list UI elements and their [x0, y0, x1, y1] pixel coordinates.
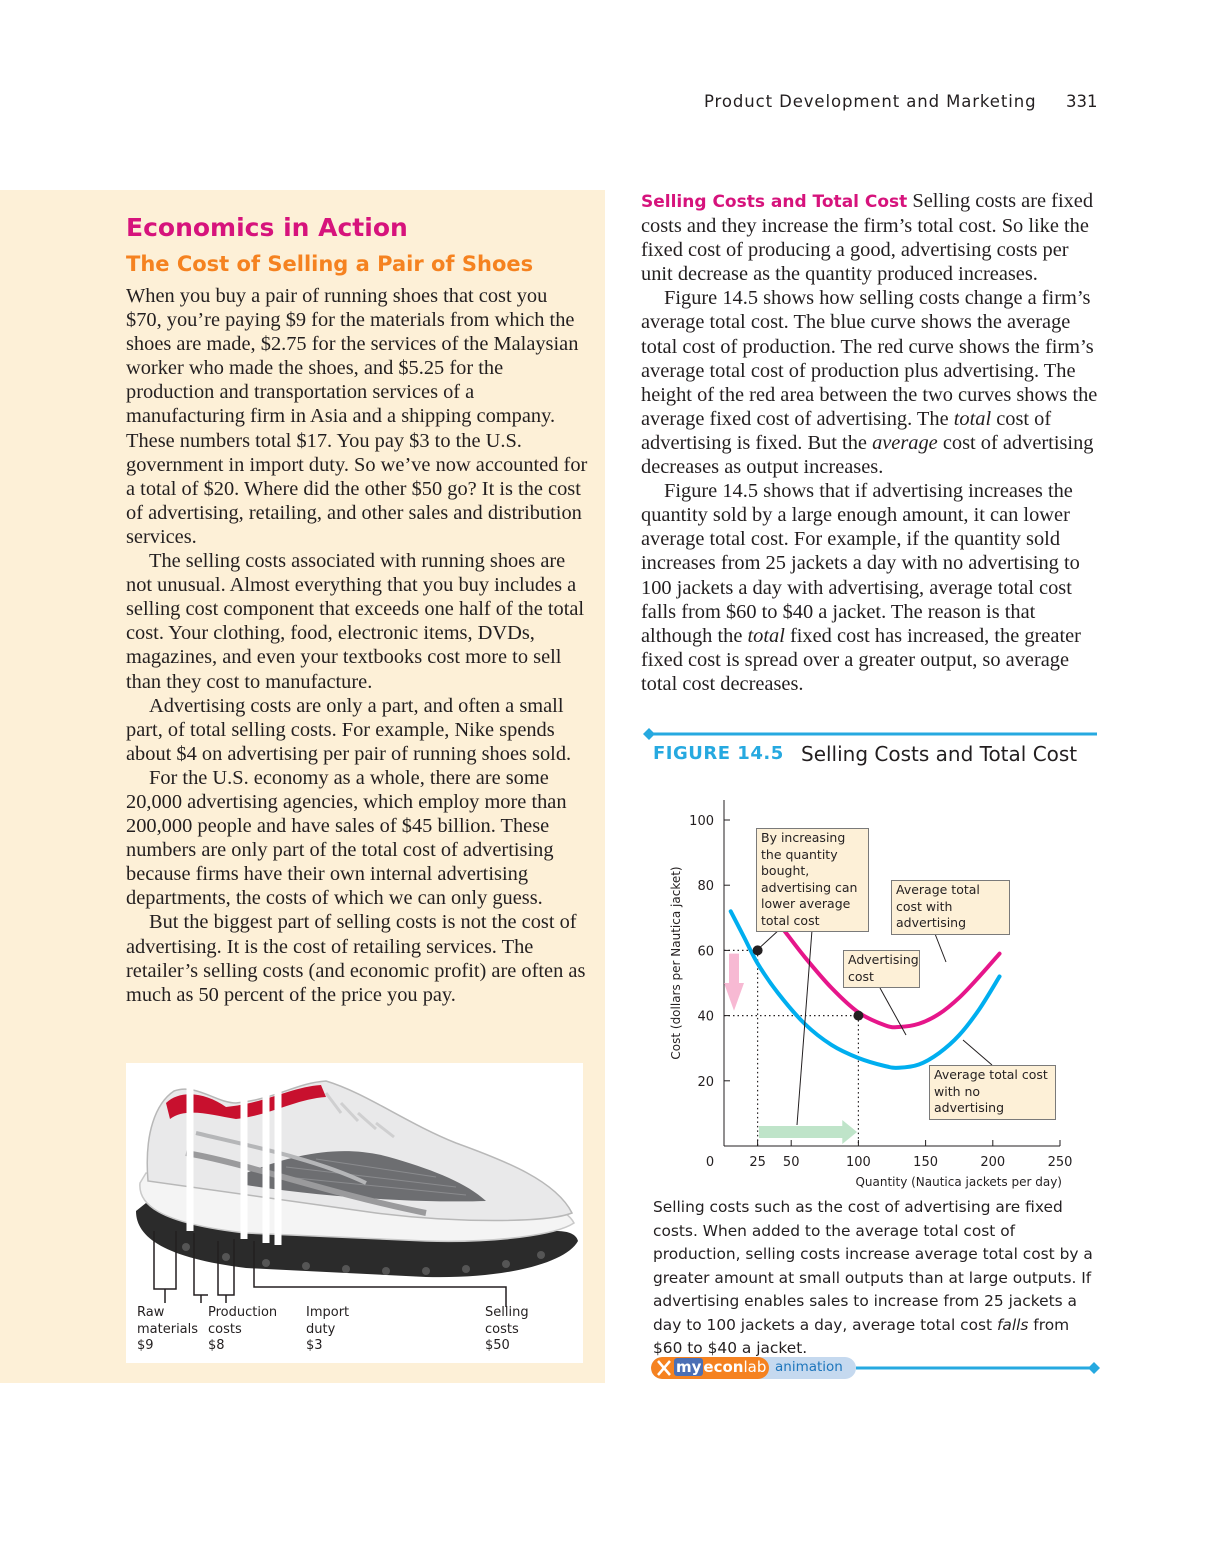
main-paragraph-2 — [641, 286, 1099, 479]
main-paragraph-1 — [641, 189, 1099, 286]
figure-label: FIGURE 14.5 — [653, 743, 784, 764]
sidebar-subtitle: The Cost of Selling a Pair of Shoes — [126, 252, 534, 276]
paragraph-text: cost of advertising decreases as output increases. — [641, 431, 1094, 479]
caption-text: Selling costs such as the cost of advertising are fixed costs. When added to the average total cost of production, selling costs increase average total cost by a greater amount at small outputs than at large outputs. If advertising enables sales to increase from 25 jackets a day to 100 jackets a day, average total cost — [653, 1198, 1093, 1334]
y-tick-label: 20 — [697, 1074, 714, 1090]
y-tick-label: 100 — [689, 814, 714, 829]
myeconlab-logo — [651, 1357, 769, 1379]
cost-label-value: $9 — [137, 1338, 154, 1353]
caption-text: from $60 to $40 a jacket. — [653, 1315, 1070, 1357]
cost-label-value: $3 — [306, 1338, 323, 1353]
leader-no-adv — [963, 1040, 992, 1065]
figure-title: Selling Costs and Total Cost — [801, 742, 1078, 766]
x-tick-label: 100 — [845, 1155, 871, 1170]
cost-label-selling — [485, 1305, 529, 1355]
caption-emphasis: falls — [996, 1315, 1029, 1334]
main-text — [641, 189, 1099, 696]
run-in-heading: Selling Costs and Total Cost — [641, 192, 908, 212]
animation-label: animation — [775, 1359, 843, 1375]
myeconlab-wordmark — [674, 1358, 766, 1376]
chart-layer — [669, 800, 1072, 1189]
y-tick-label: 40 — [697, 1009, 714, 1025]
sidebar-paragraph: For the U.S. economy as a whole, there are some 20,000 advertising agencies, which employ more than 200,000 people and have sales of $45 billion. These numbers are only part of the total cost of advertising because firms have their own internal advertising departments, the costs of which we can only guess. — [126, 766, 567, 910]
sidebar-paragraph: When you buy a pair of running shoes that cost you $70, you’re paying $9 for the materials from which the shoes are made, $2.75 for the services of the Malaysian worker who made the shoes, and $5.25 for the production and transportation services of a manufacturing firm in Asia and a shipping company. These numbers total $17. You pay $3 to the U.S. government in import duty. So we’ve now accounted for a total of $20. Where did the other $50 go? It is the cost of advertising, retailing, and other sales and distribution services. — [126, 285, 588, 548]
myeconlab-animation-link[interactable] — [651, 1357, 856, 1379]
increase-arrow — [759, 1120, 857, 1144]
paragraph-text: Selling costs are fixed costs and they increase the firm’s total cost. So like the fixed cost of producing a good, advertising costs per unit decrease as the quantity produced increases. — [641, 190, 1094, 286]
cost-label-line: costs — [208, 1321, 242, 1337]
paragraph-text: Figure 14.5 shows that if advertising increases the quantity sold by a large enough amount, it can lower average total cost. For example, if the quantity sold increases from 25 jackets a day with no advertising to 100 jackets a day with advertising, average total cost falls from $60 to $40 a jacket. The reason is that although the — [641, 480, 1080, 647]
main-paragraph-3 — [641, 479, 1099, 696]
x-tick-label: 150 — [913, 1155, 939, 1170]
diamond-icon — [1088, 1362, 1100, 1374]
callout-no-advertising: Average total cost with no advertising — [929, 1065, 1056, 1120]
y-axis-label: Cost (dollars per Nautica jacket) — [669, 866, 683, 1060]
x-tick-label: 25 — [749, 1155, 766, 1170]
y-tick-label: 60 — [697, 944, 714, 960]
myeconlab-rule — [856, 1361, 1102, 1375]
cost-label-import-duty — [306, 1305, 349, 1355]
emphasis: total — [747, 624, 785, 647]
paragraph-text: fixed cost has increased, the greater fixed cost is spread over a greater output, so average total cost decreases. — [641, 624, 1081, 695]
myeconlab-icon — [654, 1357, 674, 1379]
cost-label-production — [208, 1305, 277, 1355]
x-tick-label: 200 — [980, 1155, 1006, 1170]
emphasis: average — [872, 431, 938, 454]
callout-advertising-cost: Advertising cost — [843, 950, 920, 988]
callout-with-advertising: Average total cost with advertising — [891, 880, 1010, 935]
paragraph-text: cost of advertising is fixed. But the — [641, 407, 1052, 454]
decrease-arrow — [724, 954, 744, 1011]
running-head: Product Development and Marketing — [704, 92, 1037, 111]
callout-increase-quantity: By increasing the quantity bought, advertising can lower average total cost — [756, 828, 869, 932]
cost-label-value: $8 — [208, 1338, 225, 1353]
equilibrium-point — [853, 1011, 863, 1021]
page-number: 331 — [1066, 92, 1098, 111]
logo-econ: econ — [703, 1358, 744, 1376]
figure-caption — [653, 1196, 1101, 1361]
cost-label-line: costs — [485, 1321, 519, 1337]
sidebar-body — [126, 284, 588, 1007]
sidebar-paragraph: Advertising costs are only a part, and often a small part, of total selling costs. For example, Nike spends about $4 on advertising per pair of running shoes sold. — [126, 694, 572, 765]
sidebar-paragraph: The selling costs associated with running shoes are not unusual. Almost everything that you buy includes a selling cost component that exceeds one half of the total cost. Your clothing, food, electronic items, DVDs, magazines, and even your textbooks cost more to sell than they cost to manufacture. — [126, 550, 585, 693]
sidebar-paragraph: But the biggest part of selling costs is not the cost of advertising. It is the cost of retailing services. The retailer’s selling costs (and economic profit) are often as much as 50 percent of the price you pay. — [126, 911, 586, 1006]
cost-label-value: $50 — [485, 1338, 510, 1353]
cost-label-line: Import — [306, 1305, 350, 1320]
x-tick-label: 50 — [782, 1155, 800, 1170]
y-tick-label: 80 — [697, 879, 714, 895]
x-tick-label: 0 — [705, 1155, 715, 1170]
sidebar-title: Economics in Action — [126, 213, 408, 242]
paragraph-text: Figure 14.5 shows how selling costs change a firm’s average total cost. The blue curve shows the average total cost of production. The red curve shows the firm’s average total cost of production plus advertising. The height of the red area between the two curves shows the average fixed cost of advertising. The — [641, 287, 1098, 430]
cost-label-line: Production — [208, 1305, 278, 1320]
figure-top-rule — [642, 727, 1102, 741]
emphasis: total — [953, 407, 992, 430]
x-axis-label: Quantity (Nautica jackets per day) — [855, 1175, 1062, 1189]
cost-label-raw-materials — [137, 1305, 198, 1355]
curve-no-advertising — [731, 911, 1000, 1068]
x-tick-label: 250 — [1047, 1155, 1073, 1170]
cost-label-line: materials — [137, 1321, 199, 1337]
logo-lab: lab — [743, 1358, 767, 1376]
cost-label-line: Raw — [137, 1305, 165, 1320]
cost-label-line: Selling — [485, 1305, 529, 1320]
logo-my: my — [676, 1358, 702, 1376]
cost-label-line: duty — [306, 1321, 336, 1337]
